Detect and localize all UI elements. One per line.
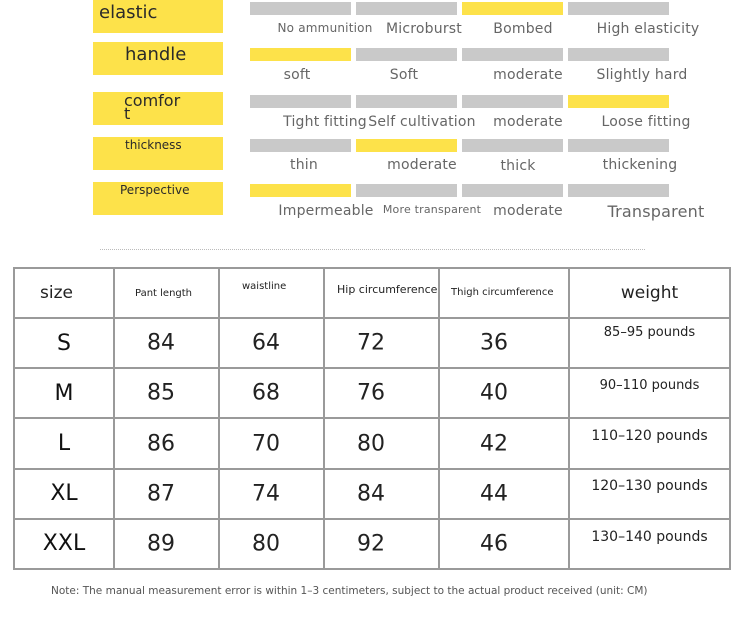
cell-value: 68 bbox=[219, 368, 324, 418]
option-label: Transparent bbox=[607, 202, 705, 221]
option-bar-selected bbox=[250, 184, 351, 197]
cell-value: 40 bbox=[439, 368, 569, 418]
header-pant-length: Pant length bbox=[114, 268, 219, 318]
cell-value: 42 bbox=[439, 418, 569, 468]
cell-value: 87 bbox=[114, 469, 219, 519]
attr-label-text: elastic bbox=[99, 2, 158, 23]
attr-label-text: handle bbox=[125, 44, 187, 65]
option-bar bbox=[356, 184, 457, 197]
option-label: moderate bbox=[493, 203, 563, 219]
size-table bbox=[13, 267, 731, 570]
cell-value: 74 bbox=[219, 469, 324, 519]
option-label: No ammunition bbox=[277, 21, 373, 35]
option-bar-selected bbox=[250, 48, 351, 61]
table-row bbox=[14, 318, 730, 368]
header-weight: weight bbox=[569, 268, 730, 318]
table-row bbox=[14, 368, 730, 418]
cell-value: 80 bbox=[324, 418, 439, 468]
option-bar bbox=[462, 95, 563, 108]
option-label: More transparent bbox=[382, 203, 482, 216]
cell-value: 92 bbox=[324, 519, 439, 569]
option-label: thick bbox=[500, 158, 536, 174]
option-label: High elasticity bbox=[596, 21, 700, 37]
attr-label-elastic bbox=[93, 0, 223, 33]
option-bar bbox=[356, 95, 457, 108]
table-row bbox=[14, 519, 730, 569]
option-label: Tight fitting bbox=[283, 114, 367, 130]
attr-label-text: Perspective bbox=[120, 183, 190, 197]
measurement-note: Note: The manual measurement error is within 1–3 centimeters, subject to the actual product received (unit: CM) bbox=[51, 585, 648, 597]
cell-size: XL bbox=[14, 469, 114, 519]
option-bar-selected bbox=[356, 139, 457, 152]
option-label: Slightly hard bbox=[596, 67, 688, 83]
option-bar bbox=[462, 184, 563, 197]
option-label: moderate bbox=[493, 114, 563, 130]
cell-value: 80 bbox=[219, 519, 324, 569]
cell-weight: 90–110 pounds bbox=[569, 368, 730, 418]
cell-value: 89 bbox=[114, 519, 219, 569]
cell-value: 72 bbox=[324, 318, 439, 368]
option-bar bbox=[462, 48, 563, 61]
option-bar bbox=[356, 2, 457, 15]
table-row bbox=[14, 469, 730, 519]
option-label: Self cultivation bbox=[368, 114, 476, 130]
cell-value: 86 bbox=[114, 418, 219, 468]
dotted-divider bbox=[100, 249, 645, 250]
option-label: Microburst bbox=[386, 21, 462, 37]
option-bar bbox=[462, 139, 563, 152]
cell-value: 46 bbox=[439, 519, 569, 569]
option-bar bbox=[568, 139, 669, 152]
attr-label-perspective bbox=[93, 182, 223, 215]
cell-size: M bbox=[14, 368, 114, 418]
option-bar bbox=[568, 2, 669, 15]
attr-label-comfort bbox=[93, 92, 223, 125]
option-bar bbox=[568, 184, 669, 197]
cell-weight: 110–120 pounds bbox=[569, 418, 730, 468]
cell-weight: 120–130 pounds bbox=[569, 469, 730, 519]
cell-weight: 85–95 pounds bbox=[569, 318, 730, 368]
cell-weight: 130–140 pounds bbox=[569, 519, 730, 569]
table-row bbox=[14, 418, 730, 468]
attr-label-handle bbox=[93, 42, 223, 75]
option-bar-selected bbox=[568, 95, 669, 108]
option-bar bbox=[250, 2, 351, 15]
option-bar-selected bbox=[462, 2, 563, 15]
option-bar bbox=[568, 48, 669, 61]
cell-value: 64 bbox=[219, 318, 324, 368]
cell-value: 76 bbox=[324, 368, 439, 418]
cell-size: S bbox=[14, 318, 114, 368]
option-label: soft bbox=[283, 67, 311, 83]
cell-value: 36 bbox=[439, 318, 569, 368]
table-header-row bbox=[14, 268, 730, 318]
cell-value: 85 bbox=[114, 368, 219, 418]
cell-size: XXL bbox=[14, 519, 114, 569]
option-label: Bombed bbox=[493, 21, 553, 37]
option-label: thin bbox=[290, 157, 318, 173]
option-bar bbox=[356, 48, 457, 61]
attr-label-text: thickness bbox=[125, 138, 182, 152]
header-hip: Hip circumference bbox=[324, 268, 439, 318]
cell-value: 44 bbox=[439, 469, 569, 519]
option-bar bbox=[250, 139, 351, 152]
cell-value: 70 bbox=[219, 418, 324, 468]
cell-size: L bbox=[14, 418, 114, 468]
header-waistline: waistline bbox=[219, 268, 324, 318]
cell-value: 84 bbox=[324, 469, 439, 519]
attr-label-text: comfort bbox=[124, 91, 181, 123]
option-label: moderate bbox=[493, 67, 563, 83]
attr-label-thickness bbox=[93, 137, 223, 170]
option-label: Loose fitting bbox=[601, 114, 691, 130]
option-label: moderate bbox=[387, 157, 457, 173]
option-bar bbox=[250, 95, 351, 108]
option-label: Impermeable bbox=[278, 203, 374, 219]
header-size: size bbox=[14, 268, 114, 318]
option-label: Soft bbox=[389, 67, 419, 83]
option-label: thickening bbox=[602, 157, 678, 173]
cell-value: 84 bbox=[114, 318, 219, 368]
header-thigh: Thigh circumference bbox=[439, 268, 569, 318]
